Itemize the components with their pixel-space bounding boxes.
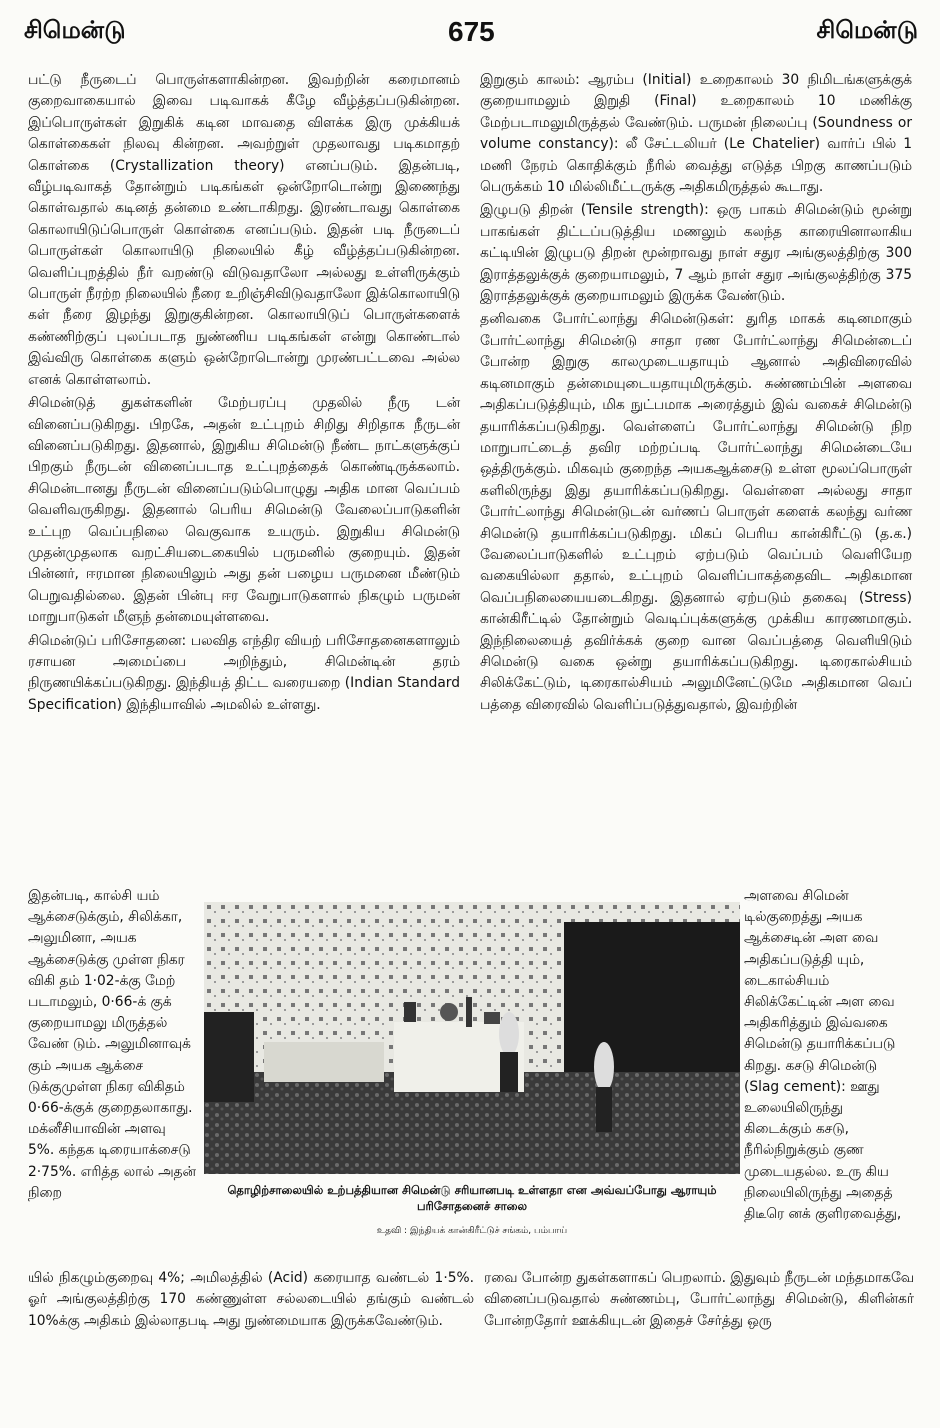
right-column — [480, 70, 912, 718]
running-head-right: சிமென்டு — [816, 16, 918, 44]
laboratory-photo — [204, 902, 740, 1174]
paragraph: இழுபடு திறன் (Tensile strength): ஒரு பாகம் சிமென்டும் மூன்று பாகங்கள் திட்டப்படுத்திய மணலும் கலந்த காரையினாலாகிய கட்டியின் இழுபடு திறன் மூன்றாவது நாள் சதுர அங்குலத்திற்கு 300 இராத்தலுக்குக் குறையாமலும், 7 ஆம் நாள் சதுர அங்குலத்திற்கு 375 இராத்தலுக்குக் குறையாமலும் இருக்க வேண்டும். — [480, 202, 912, 305]
photo-illustration — [204, 902, 740, 1174]
paragraph: தனிவகை போர்ட்லாந்து சிமென்டுகள்: துரித மாகக் கடினமாகும் போர்ட்லாந்து சிமென்டு சாதா ரண போர்ட்லாந்து சிமென்டைப் போன்ற இறுகு காலமுடையதாயும் ஆனால் அதிவிரைவில் கடினமாகும் தன்மையுடையதாயுமிருக்கும். சுண்ணம்பின் அளவை அதிகப்படுத்தியும், மிக நுட்பமாக அரைத்தும் இவ் வகைச் சிமென்டு தயாரிக்கப்படுகிறது. வெள்ளைப் போர்ட்லாந்து சிமென்டு நிற மாறுபாட்டைத் தவிர மற்றப்படி போர்ட்லாந்து சிமென்டையே ஒத்திருக்கும். மிகவும் குறைந்த அயகஆக்சைடு உள்ள மூலப்பொருள் களிலிருந்து இது தயாரிக்கப்படுகிறது. வெள்ளை அல்லது சாதா போர்ட்லாந்து சிமென்டுடன் வர்ணப் பொருள் களைக் கலந்து வர்ண சிமென்டு தயாரிக்கப்படுகிறது. மிகப் பெரிய கான்கிரீட்டு (த.க.) வேலைப்பாடுகளில் உட்புறம் ஏற்படும் வெப்பம் வெளியேற வகையில்லா ததால், உட்புறம் வெளிப்பாகத்தைவிட அதிகமான வெப்பநிலையையடைகிறது. இதனால் ஏற்படும் தகைவு (Stress) கான்கிரீட்டில் தோன்றும் வெடிப்புக்களுக்கு முக்கிய காரணமாகும். இந்நிலையைத் தவிர்க்கக் குறை வான வெப்பத்தை வெளியிடும் சிமென்டு வகை ஒன்று தயாரிக்கப்படுகிறது. டிரைகால்சியம் சிலிக்கேட்டும், டிரைகால்சியம் அலுமினேட்டுமே அதிகமான வெப் பத்தை விரைவில் வெளிப்படுத்துவதால், இவற்றின் — [480, 311, 912, 713]
bottom-right-text: ரவை போன்ற துகள்களாகப் பெறலாம். இதுவும் நீருடன் மந்தமாகவே வினைப்படுவதால் சுண்ணம்பு, போர்ட்லாந்து சிமென்டு, கிளின்கர் போன்றதோர் ஊக்கியுடன் இதைச் சேர்த்து ஒரு — [484, 1270, 914, 1329]
wrap-text-left: இதன்படி, கால்சி யம் ஆக்சைடுக்கும், சிலிக்கா, அலுமினா, அயக ஆக்சைடுக்கு முள்ள நிகர விகி தம் 1·02-க்கு மேற் படாமலும், 0·66-க் குக் குறையாமலு மிருத்தல் வேண் டும். அலுமினாவுக் கும் அயக ஆக்சை டுக்குமுள்ள நிகர விகிதம் 0·66-க்குக் குறைதலாகாது. மக்னீசியாவின் அளவு 5%. கந்தக டிரையாக்சைடு 2·75%. எரித்த லால் அதன் நிறை — [28, 888, 196, 1201]
figure-caption: தொழிற்சாலையில் உற்பத்தியான சிமென்டு சரியானபடி உள்ளதா என அவ்வப்போது ஆராயும் பரிசோதனைச் சாலை — [227, 1183, 717, 1213]
paragraph: சிமென்டுத் துகள்களின் மேற்பரப்பு முதலில் நீரு டன் வினைப்படுகிறது. பிறகே, அதன் உட்புறம் சிறிது சிறிதாக நீருடன் வினைப்படுகிறது. இதனால், இறுகிய சிமென்டு நீண்ட நாட்களுக்குப் பிறகும் நீருடன் வினைப்படாத உட்புறத்தைக் கொண்டிருக்கலாம். சிமென்டானது நீருடன் வினைப்படும்பொழுது அதிக மான வெப்பம் வெளிவருகிறது. இதனால் பெரிய சிமென்டு வேலைப்பாடுகளின் உட்புற வெப்பநிலை வெகுவாக உயரும். இறுகிய சிமென்டு முதன்முதலாக வறட்சியடைகையில் பருமனில் குறையும். இதன் பின்னர், ஈரமான நிலையிலும் அது தன் பழைய பருமனை மீண்டும் பெறுவதில்லை. இதன் பின்பு ஈர வேறுபாடுகளால் நிகழும் பருமன் மாறுபாடுகள் மீளுந் தன்மையுள்ளவை. — [28, 395, 460, 626]
bottom-left-text: யில் நிகழும்குறைவு 4%; அமிலத்தில் (Acid) கரையாத வண்டல் 1·5%. ஓர் அங்குலத்திற்கு 170 கண்ணுள்ள சல்லடையில் தங்கும் வண்டல் 10%க்கு அதிகம் இல்லாதபடி அது நுண்மையாக இருக்கவேண்டும். — [28, 1270, 474, 1329]
figure-credit: உதவி : இந்தியக் கான்கிரீட்டுச் சங்கம், பம்பாய் — [376, 1226, 568, 1236]
paragraph: இறுகும் காலம்: ஆரம்ப (Initial) உறைகாலம் 30 நிமிடங்களுக்குக் குறையாமலும் இறுதி (Final) உறைகாலம் 10 மணிக்கு மேற்படாமலுமிருத்தல் வேண்டும். பருமன் நிலைப்பு (Soundness or volume constancy): லீ சேட்டலியர் (Le Chatelier) வார்ப் பில் 1 மணி நேரம் கொதிக்கும் நீரில் வைத்து எடுத்த பிறகு காணப்படும் பெருக்கம் 10 மில்லிமீட்டருக்கு அதிகமிருத்தல் கூடாது. — [480, 72, 912, 196]
page-header — [0, 16, 940, 60]
page-number: 675 — [448, 16, 495, 47]
paragraph: பட்டு நீருடைப் பொருள்களாகின்றன. இவற்றின் கரைமானம் குறைவாகையால் இவை படிவாகக் கீழே வீழ்த்தப்படுகின்றன. இப்பொருள்கள் இறுகிக் கடின மாவதை விளக்க இரு முக்கியக் கொள்கைகள் நிலவு கின்றன. அவற்றுள் முதலாவது படிகமாதற் கொள்கை (Crystallization theory) எனப்படும். இதன்படி, வீழ்படிவாகத் தோன்றும் படிகங்கள் ஒன்றோடொன்று இணைந்து கொள்வதால் கடினத் தன்மை உண்டாகிறது. இரண்டாவது கொள்கை கொலாயிடுப்பொருள் கொள்கை எனப்படும். இதன் படி நீருடைப் பொருள்கள் கொலாயிடு நிலையில் கீழ் வீழ்த்தப்படுகின்றன. வெளிப்புறத்தில் நீர் வறண்டு விடுவதாலோ அல்லது உள்ளிருக்கும் பொருள் நீரற்ற நிலையில் நீரை உறிஞ்சிவிடுவதாலோ இக்கொலாயிடு கள் நீரை இழந்து இறுகுகின்றன. கொலாயிடுப் பொருள்களைக் கண்ணிற்குப் புலப்படாத நுண்ணிய படிகங்கள் என்று கொண்டால் இவ்விரு கொள்கை களும் ஒன்றோடொன்று முரண்பட்டவை அல்ல எனக் கொள்ளலாம். — [28, 72, 460, 388]
running-head-left: சிமென்டு — [24, 16, 126, 44]
wrap-text-right: அளவை சிமென் டில்குறைத்து அயக ஆக்சைடின் அள வை அதிகப்படுத்தி யும், டைகால்சியம் சிலிக்கேட்டின் அள வை அதிகரித்தும் இவ்வகை சிமென்டு தயாரிக்கப்படு கிறது. கசடு சிமென்டு (Slag cement): ஊது உலையிலிருந்து கிடைக்கும் கசடு, நீரில்நிறுக்கும் குண முடையதல்ல. உரு கிய நிலையிலிருந்து அதைத் திடீரெ னக் குளிரவைத்து, — [744, 888, 902, 1223]
left-column — [28, 70, 460, 718]
paragraph: சிமென்டுப் பரிசோதனை: பலவித எந்திர வியற் பரிசோதனைகளாலும் ரசாயன அமைப்பை அறிந்தும், சிமென்டின் தரம் நிருணயிக்கப்படுகிறது. இந்தியத் திட்ட வரையறை (Indian Standard Specification) இந்தியாவில் அமலில் உள்ளது. — [28, 632, 460, 713]
